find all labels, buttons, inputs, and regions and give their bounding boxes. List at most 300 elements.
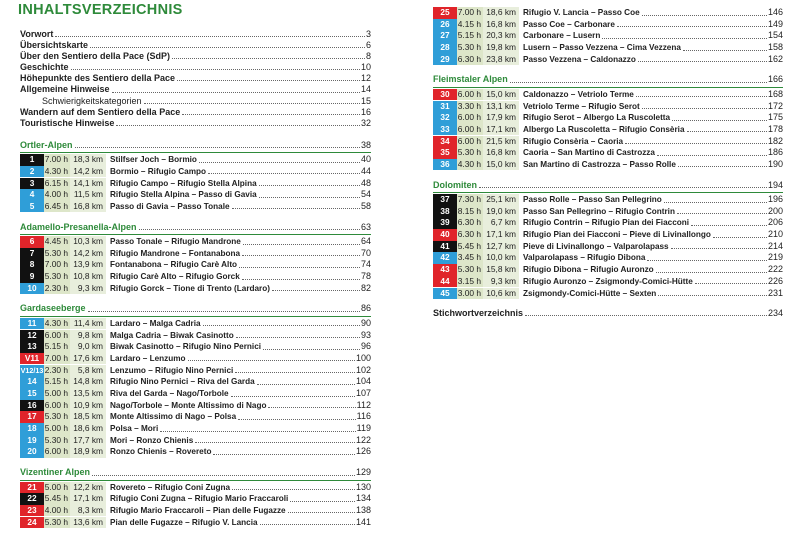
toc-entry-label: Schwierigkeitskategorien	[42, 95, 142, 106]
tour-page: 214	[767, 240, 783, 251]
dot-leader	[75, 147, 360, 148]
tour-route: Rifugio Mandrone – Fontanabona	[110, 248, 241, 258]
tour-duration: 5.30 h	[44, 271, 68, 282]
section-heading[interactable]	[20, 467, 371, 478]
tour-entry[interactable]	[20, 411, 371, 423]
tour-distance: 10,6 km	[483, 288, 519, 300]
tour-entry[interactable]	[433, 276, 783, 288]
tour-duration: 5.30 h	[457, 147, 481, 158]
dot-leader	[71, 69, 360, 70]
dot-leader	[259, 189, 360, 198]
tour-entry[interactable]	[20, 388, 371, 400]
tour-page: 40	[360, 154, 371, 165]
tour-route: Monte Altissimo di Nago – Polsa	[110, 412, 237, 422]
tour-route: Rifugio V. Lancia – Passo Coe	[523, 8, 640, 17]
tour-duration: 4.30 h	[44, 317, 68, 328]
tour-duration: 4.00 h	[44, 189, 68, 200]
tour-distance: 15,0 km	[483, 89, 519, 101]
index-entry[interactable]	[433, 308, 783, 319]
dot-leader	[182, 114, 360, 115]
tour-number-badge: 40	[433, 229, 457, 241]
tour-duration: 2.30 h	[44, 282, 68, 293]
tour-number-badge: 2	[20, 166, 44, 178]
tour-duration: 5.15 h	[457, 30, 481, 41]
tour-route: Valparolapass – Rifugio Dibona	[523, 253, 646, 263]
toc-entry-page: 6	[365, 40, 371, 51]
tour-page: 64	[360, 236, 371, 247]
tour-distance: 18,6 km	[70, 423, 106, 435]
tour-number-badge: 10	[20, 283, 44, 295]
dot-leader	[642, 7, 767, 16]
tour-distance: 19,8 km	[483, 42, 519, 54]
tour-duration: 5.45 h	[44, 493, 68, 504]
dot-leader	[199, 154, 360, 163]
tour-duration: 5.30 h	[44, 247, 68, 258]
tour-entry[interactable]	[20, 517, 371, 529]
tour-duration: 7.30 h	[457, 194, 481, 205]
dot-leader	[677, 206, 767, 215]
page-title: INHALTSVERZEICHNIS	[18, 2, 183, 18]
tour-distance: 16,8 km	[70, 201, 106, 213]
tour-page: 122	[355, 434, 371, 445]
tour-duration: 6.30 h	[457, 53, 481, 64]
tour-number-badge: 1	[20, 154, 44, 166]
tour-entry[interactable]	[433, 7, 783, 19]
tour-entry[interactable]	[433, 159, 783, 171]
tour-number-badge: 21	[20, 482, 44, 494]
toc-entry-page: 16	[360, 106, 371, 117]
tour-distance: 9,8 km	[70, 330, 106, 342]
tour-distance: 15,0 km	[483, 159, 519, 171]
toc-entry-label: Geschichte	[20, 62, 69, 73]
tour-page: 107	[355, 388, 371, 399]
tour-entry[interactable]	[433, 19, 783, 31]
dot-leader	[664, 194, 767, 203]
dot-leader	[177, 80, 360, 81]
tour-route: Mori – Ronzo Chienis	[110, 435, 194, 445]
toc-entry[interactable]	[20, 118, 371, 129]
tour-distance: 17,9 km	[483, 112, 519, 124]
tour-page: 172	[767, 100, 783, 111]
tour-route: Nago/Torbole – Monte Altissimo di Nago	[110, 400, 267, 410]
tour-page: 119	[356, 423, 371, 434]
section-rule	[20, 152, 371, 153]
dot-leader	[602, 30, 767, 39]
tour-entry[interactable]	[20, 236, 371, 248]
tour-entry[interactable]	[433, 89, 783, 101]
dot-leader	[672, 112, 767, 121]
dot-leader	[203, 318, 360, 327]
tour-duration: 4.00 h	[44, 504, 68, 515]
tour-number-badge: 12	[20, 330, 44, 342]
dot-leader	[160, 423, 355, 432]
tour-duration: 5.30 h	[44, 434, 68, 445]
dot-leader	[268, 400, 355, 409]
tour-number-badge: 42	[433, 252, 457, 264]
tour-route: Lusern – Passo Vezzena – Cima Vezzena	[523, 43, 681, 53]
tour-entry[interactable]	[20, 400, 371, 412]
toc-entry-label: Allgemeine Hinweise	[20, 84, 110, 95]
dot-leader	[231, 388, 355, 397]
tour-route: Rifugio Carè Alto – Rifugio Gorck	[110, 272, 240, 282]
toc-entry[interactable]	[20, 40, 371, 51]
toc-entry-label: Höhepunkte des Sentiero della Pace	[20, 73, 176, 84]
toc-entry[interactable]	[20, 73, 371, 84]
tour-distance: 18,9 km	[70, 446, 106, 458]
section-rule	[433, 87, 783, 88]
tour-entry[interactable]	[433, 217, 783, 229]
tour-number-badge: 9	[20, 271, 44, 283]
tour-duration: 6.00 h	[457, 112, 481, 123]
tour-entry[interactable]	[433, 42, 783, 54]
tour-distance: 18,6 km	[483, 7, 519, 19]
tour-duration: 2.30 h	[44, 364, 68, 375]
tour-entry[interactable]	[20, 505, 371, 517]
tour-number-badge: 14	[20, 376, 44, 388]
dot-leader	[239, 259, 360, 268]
tour-number-badge: 8	[20, 259, 44, 271]
tour-distance: 11,4 km	[70, 318, 106, 330]
dot-leader	[112, 92, 360, 93]
dot-leader	[642, 101, 767, 110]
tour-entry[interactable]	[433, 112, 783, 124]
tour-route: Stilfser Joch – Bormio	[110, 155, 197, 165]
dot-leader	[208, 166, 360, 175]
dot-leader	[657, 147, 767, 156]
tour-entry[interactable]	[433, 194, 783, 206]
right-column	[433, 7, 783, 319]
tour-duration: 6.00 h	[457, 123, 481, 134]
section-rule	[20, 234, 371, 235]
dot-leader	[242, 271, 360, 280]
section-name: Ortler-Alpen	[20, 139, 73, 150]
tour-duration: 4.45 h	[44, 236, 68, 247]
section-heading[interactable]	[20, 304, 371, 315]
tour-duration: 6.15 h	[44, 177, 68, 188]
toc-entry[interactable]	[20, 96, 371, 107]
tour-page: 78	[360, 271, 371, 282]
tour-entry[interactable]	[20, 423, 371, 435]
tour-route: Pian delle Fugazze – Rifugio V. Lancia	[110, 517, 258, 527]
tour-page: 219	[767, 252, 783, 263]
tour-distance: 14,2 km	[70, 248, 106, 260]
tour-distance: 9,3 km	[483, 276, 519, 288]
tour-entry[interactable]	[433, 206, 783, 218]
tour-entry[interactable]	[433, 241, 783, 253]
dot-leader	[172, 58, 365, 59]
tour-page: 44	[360, 165, 371, 176]
tour-route: Rifugio Stella Alpina – Passo di Gavia	[110, 190, 257, 200]
dot-leader	[55, 36, 365, 37]
tour-number-badge: 30	[433, 89, 457, 101]
dot-leader	[235, 365, 355, 374]
tour-route: Rifugio Pian dei Fiacconi – Pieve di Livinallongo	[523, 230, 711, 240]
tour-entry[interactable]	[20, 178, 371, 190]
tour-entry[interactable]	[20, 248, 371, 260]
tour-page: 116	[356, 411, 371, 422]
spacer	[20, 295, 371, 304]
tour-route: Lardaro – Lenzumo	[110, 353, 186, 363]
tour-entry[interactable]	[20, 365, 371, 377]
dot-leader	[257, 376, 355, 385]
tour-entry[interactable]	[20, 493, 371, 505]
tour-page: 175	[767, 112, 783, 123]
section-rule	[433, 192, 783, 193]
tour-page: 74	[360, 259, 371, 270]
section-heading[interactable]	[433, 180, 783, 191]
tour-page: 82	[360, 282, 371, 293]
tour-entry[interactable]	[433, 264, 783, 276]
tour-number-badge: 28	[433, 42, 457, 54]
tour-route: Carbonare – Lusern	[523, 31, 601, 41]
tour-distance: 13,9 km	[70, 259, 106, 271]
tour-entry[interactable]	[20, 341, 371, 353]
tour-route: Ronzo Chienis – Rovereto	[110, 447, 212, 457]
tour-duration: 5.30 h	[457, 42, 481, 53]
dot-leader	[236, 330, 360, 339]
tour-entry[interactable]	[433, 124, 783, 136]
dot-leader	[638, 54, 767, 63]
tour-entry[interactable]	[20, 435, 371, 447]
tour-entry[interactable]	[20, 376, 371, 388]
tour-duration: 6.00 h	[457, 88, 481, 99]
toc-entry[interactable]	[20, 62, 371, 73]
toc-entry-label: Wandern auf dem Sentiero della Pace	[20, 106, 181, 117]
dot-leader	[90, 47, 365, 48]
tour-distance: 14,1 km	[70, 178, 106, 190]
section-rule	[20, 316, 371, 317]
tour-duration: 8.15 h	[457, 205, 481, 216]
index-entry-label: Stichwortverzeichnis	[433, 308, 524, 319]
section-name: Vizentiner Alpen	[20, 467, 91, 478]
tour-page: 126	[355, 446, 371, 457]
tour-route: Pieve di Livinallongo – Valparolapass	[523, 241, 669, 251]
dot-leader	[687, 124, 767, 133]
dot-leader	[625, 136, 767, 145]
dot-leader	[691, 217, 767, 226]
tour-number-badge: 17	[20, 411, 44, 423]
tour-route: Bormio – Rifugio Campo	[110, 166, 206, 176]
tour-route: Passo Rolle – Passo San Pellegrino	[523, 195, 662, 205]
tour-route: Vetriolo Terme – Rifugio Serot	[523, 101, 640, 111]
tour-duration: 3.15 h	[457, 275, 481, 286]
tour-route: Polsa – Mori	[110, 424, 159, 434]
tour-duration: 5.00 h	[44, 423, 68, 434]
tour-entry[interactable]	[433, 288, 783, 300]
section-name: Dolomiten	[433, 179, 477, 190]
tour-entry[interactable]	[433, 147, 783, 159]
section-name: Fleimstaler Alpen	[433, 74, 508, 85]
toc-entry-label: Vorwort	[20, 29, 54, 39]
tour-page: 178	[767, 123, 783, 134]
tour-route: Lardaro – Malga Cadria	[110, 318, 201, 328]
tour-page: 102	[355, 364, 371, 375]
tour-page: 104	[355, 376, 371, 387]
tour-page: 58	[360, 200, 371, 211]
tour-page: 196	[767, 194, 783, 205]
toc-entry-page: 14	[360, 84, 371, 95]
tour-distance: 11,5 km	[70, 189, 106, 201]
tour-entry[interactable]	[433, 54, 783, 66]
tour-page: 210	[767, 229, 783, 240]
tour-distance: 20,3 km	[483, 30, 519, 42]
tour-duration: 7.00 h	[44, 352, 68, 363]
tour-duration: 4.30 h	[44, 165, 68, 176]
tour-entry[interactable]	[20, 283, 371, 295]
toc-entry[interactable]	[20, 29, 371, 40]
toc-entry-label: Touristische Hinweise	[20, 117, 115, 128]
tour-duration: 6.00 h	[457, 135, 481, 146]
tour-number-badge: 19	[20, 435, 44, 447]
tour-entry[interactable]	[433, 30, 783, 42]
tour-route: Passo Coe – Carbonare	[523, 19, 615, 29]
tour-route: Malga Cadria – Biwak Casinotto	[110, 330, 234, 340]
tour-entry[interactable]	[433, 229, 783, 241]
left-column	[20, 29, 371, 528]
dot-leader	[479, 187, 767, 188]
tour-number-badge: 31	[433, 101, 457, 113]
tour-distance: 9,3 km	[70, 283, 106, 295]
tour-route: Caoria – San Martino di Castrozza	[523, 148, 655, 158]
tour-page: 182	[767, 135, 783, 146]
dot-leader	[242, 248, 360, 257]
tour-entry[interactable]	[20, 482, 371, 494]
tour-duration: 5.00 h	[44, 388, 68, 399]
tour-entry[interactable]	[20, 154, 371, 166]
tour-page: 134	[355, 493, 371, 504]
tour-page: 100	[355, 352, 371, 363]
tour-entry[interactable]	[20, 189, 371, 201]
tour-number-badge: 34	[433, 136, 457, 148]
toc-entry-page: 15	[360, 95, 371, 106]
tour-distance: 17,1 km	[70, 493, 106, 505]
dot-leader	[656, 264, 767, 273]
tour-entry[interactable]	[433, 252, 783, 264]
tour-number-badge: 43	[433, 264, 457, 276]
dot-leader	[510, 82, 767, 83]
tour-duration: 3.00 h	[457, 287, 481, 298]
tour-entry[interactable]	[20, 446, 371, 458]
tour-distance: 18,5 km	[70, 411, 106, 423]
tour-entry[interactable]	[20, 271, 371, 283]
index-entry-page: 234	[767, 308, 783, 319]
tour-distance: 13,1 km	[483, 101, 519, 113]
tour-page: 186	[767, 147, 783, 158]
tour-entry[interactable]	[20, 330, 371, 342]
tour-entry[interactable]	[20, 318, 371, 330]
tour-route: Rifugio Serot – Albergo La Ruscoletta	[523, 113, 671, 123]
section-heading[interactable]	[20, 140, 371, 151]
tour-distance: 25,1 km	[483, 194, 519, 206]
tour-duration: 5.30 h	[44, 516, 68, 527]
tour-page: 93	[360, 329, 371, 340]
section-page: 86	[360, 303, 371, 314]
section-heading[interactable]	[433, 74, 783, 85]
tour-distance: 10,0 km	[483, 252, 519, 264]
spacer	[20, 458, 371, 467]
tour-distance: 14,2 km	[70, 166, 106, 178]
dot-leader	[232, 201, 360, 210]
tour-duration: 4.30 h	[457, 158, 481, 169]
dot-leader	[695, 276, 767, 285]
section-page: 38	[360, 139, 371, 150]
section-heading[interactable]	[20, 222, 371, 233]
dot-leader	[213, 446, 355, 455]
tour-duration: 6.00 h	[44, 399, 68, 410]
tour-page: 70	[360, 247, 371, 258]
tour-number-badge: 3	[20, 178, 44, 190]
dot-leader	[238, 411, 355, 420]
tour-duration: 5.30 h	[44, 411, 68, 422]
toc-entry[interactable]	[20, 107, 371, 118]
section-page: 129	[355, 467, 371, 478]
section-name: Adamello-Presanella-Alpen	[20, 221, 137, 232]
tour-duration: 6.00 h	[44, 329, 68, 340]
tour-duration: 7.00 h	[457, 7, 481, 17]
tour-number-badge: 33	[433, 124, 457, 136]
dot-leader	[116, 125, 360, 126]
tour-route: Zsigmondy-Comici-Hütte – Sexten	[523, 288, 657, 298]
tour-number-badge: 32	[433, 112, 457, 124]
tour-number-badge: 37	[433, 194, 457, 206]
tour-number-badge: 18	[20, 423, 44, 435]
tour-duration: 6.30 h	[457, 217, 481, 228]
tour-entry[interactable]	[20, 353, 371, 365]
tour-number-badge: 4	[20, 189, 44, 201]
tour-number-badge: 35	[433, 147, 457, 159]
toc-entry[interactable]	[20, 84, 371, 95]
tour-number-badge: 36	[433, 159, 457, 171]
tour-duration: 3.30 h	[457, 100, 481, 111]
tour-distance: 13,5 km	[70, 388, 106, 400]
tour-distance: 12,7 km	[483, 241, 519, 253]
tour-number-badge: 24	[20, 517, 44, 529]
toc-entry-page: 10	[360, 62, 371, 73]
tour-page: 158	[767, 42, 783, 53]
tour-route: Albergo La Ruscoletta – Rifugio Consèria	[523, 124, 685, 134]
tour-number-badge: 16	[20, 400, 44, 412]
tour-distance: 10,8 km	[70, 271, 106, 283]
tour-entry[interactable]	[20, 201, 371, 213]
tour-number-badge: 38	[433, 206, 457, 218]
tour-number-badge: 29	[433, 54, 457, 66]
toc-entry-label: Über den Sentiero della Pace (SdP)	[20, 51, 171, 62]
tour-entry[interactable]	[20, 259, 371, 271]
tour-route: Passo Tonale – Rifugio Mandrone	[110, 237, 241, 247]
dot-leader	[647, 252, 767, 261]
tour-page: 90	[360, 317, 371, 328]
tour-route: Rifugio Contrin – Rifugio Pian dei Fiacconi	[523, 218, 690, 228]
tour-duration: 5.15 h	[44, 376, 68, 387]
tour-route: Rifugio Mario Fraccaroli – Pian delle Fugazze	[110, 505, 286, 515]
tour-route: Rifugio Auronzo – Zsigmondy-Comici-Hütte	[523, 276, 693, 286]
tour-entry[interactable]	[433, 101, 783, 113]
spacer	[20, 129, 371, 140]
dot-leader	[272, 283, 360, 292]
tour-entry[interactable]	[20, 166, 371, 178]
tour-page: 226	[767, 275, 783, 286]
toc-entry[interactable]	[20, 51, 371, 62]
tour-number-badge: 5	[20, 201, 44, 213]
tour-page: 222	[767, 264, 783, 275]
tour-entry[interactable]	[433, 136, 783, 148]
dot-leader	[243, 236, 360, 245]
tour-route: Rifugio Campo – Rifugio Stella Alpina	[110, 178, 257, 188]
tour-distance: 5,8 km	[70, 365, 106, 377]
tour-route: Rifugio Consèria – Caoria	[523, 136, 624, 146]
tour-page: 162	[767, 53, 783, 64]
dot-leader	[288, 505, 355, 514]
